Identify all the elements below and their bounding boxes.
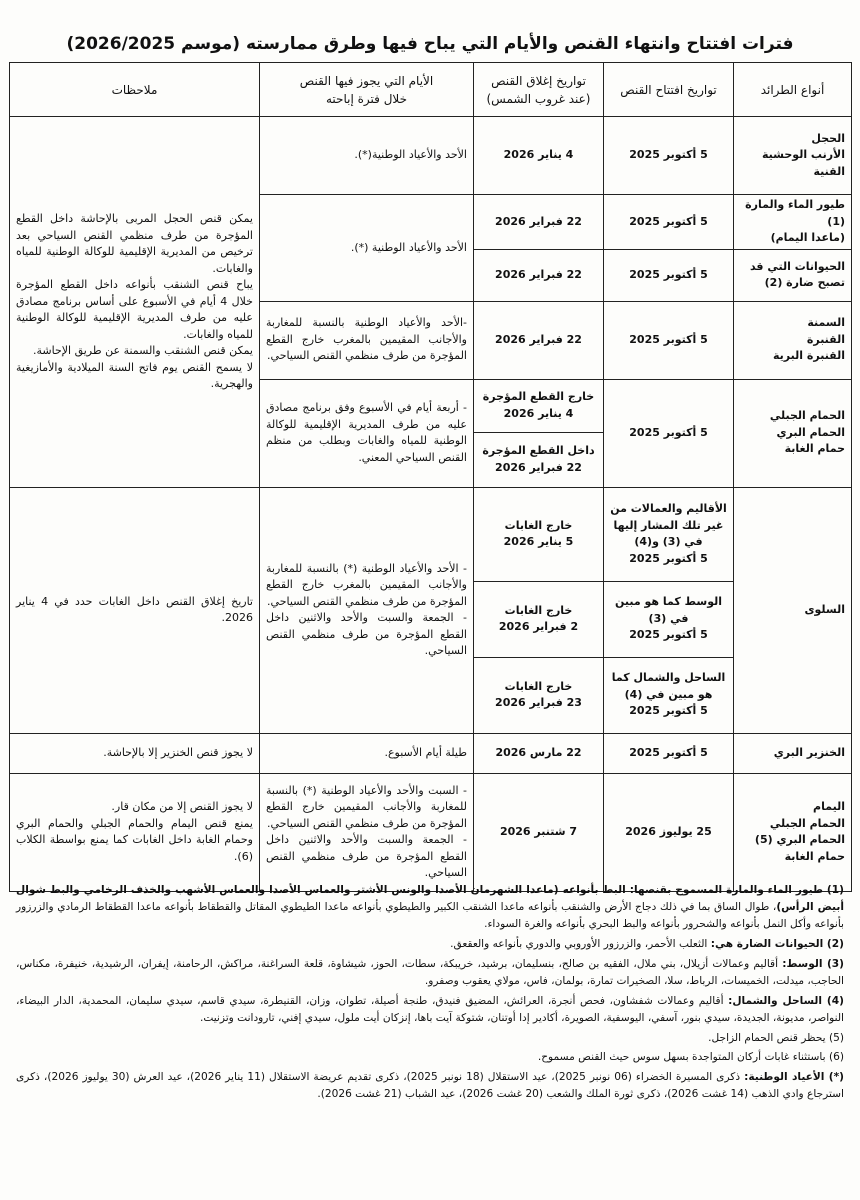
open-date-cell: 5 أكتوبر 2025 — [604, 733, 734, 773]
table-row — [10, 773, 852, 891]
footnote-6: (6) باستثناء غابات أركان المتواجدة بسهل سوس حيث القنص مسموح. — [537, 1051, 844, 1064]
game-type-cell: الحيوانات التي قد تصبح ضارة (2) — [734, 249, 852, 301]
open-date-cell: الوسط كما هو مبين في (3) 5 أكتوبر 2025 — [604, 581, 734, 657]
close-date-cell: خارج القطع المؤجرة 4 يناير 2026 — [474, 379, 604, 432]
open-date-cell: 5 أكتوبر 2025 — [604, 249, 734, 301]
close-date-cell: خارج الغابات 23 فبراير 2026 — [474, 657, 604, 733]
hunting-days-cell: - الأحد والأعياد الوطنية (*) بالنسبة للمغاربة والأجانب المقيمين بالمغرب خارج القطع المؤجرة من طرف منظمي القنص السياحي. - الجمعة والسبت والأحد والاثنين داخل القطع المؤجرة من طرف منظمي القنص السياحي. — [260, 487, 474, 733]
notes-cell: لا يجوز القنص إلا من مكان قار. يمنع قنص اليمام والحمام الجبلي والحمام البري وحمام الغابة داخل الغابات كما يمنع بواسطة الكلاب (6). — [10, 773, 260, 891]
game-type-cell: اليمام الحمام الجبلي الحمام البري (5) حمام الغابة — [734, 773, 852, 891]
open-date-cell: 5 أكتوبر 2025 — [604, 379, 734, 487]
close-date-cell: 22 مارس 2026 — [474, 733, 604, 773]
game-type-cell: الحجل الأرنب الوحشية القنية — [734, 117, 852, 195]
table-row — [10, 117, 852, 195]
header-open: تواريخ افتتاح القنص — [604, 63, 734, 117]
close-date-cell: 7 شتنبر 2026 — [474, 773, 604, 891]
hunting-days-cell: - أربعة أيام في الأسبوع وفق برنامج مصادق عليه من طرف المديرية الإقليمية للوكالة الوطنية للمياه والغابات وبطلب من منظم القنص السياحي المعني. — [260, 379, 474, 487]
open-date-cell: الأقاليم والعمالات من غير تلك المشار إليها في (3) و(4) 5 أكتوبر 2025 — [604, 487, 734, 581]
open-date-cell: 5 أكتوبر 2025 — [604, 117, 734, 195]
footnote-4: (4) الساحل والشمال: أقاليم وعمالات شفشاون، فحص أنجرة، العرائش، المضيق فنيدق، طنجة أصيلة، تطوان، وزان، القنيطرة، سيدي قاسم، سيدي سليمان، المحمدية، الدار البيضاء، النواصر، مديونة، الجديدة، سيدي بنور، آسفي، اليوسفية، الصويرة، أكادير إدا أوتنان، شتوكة آيت باها، إنزكان أيت ملول، سيدي إفني، تارودانت وتزنيت. — [16, 994, 844, 1024]
header-days: الأيام التي يجوز فيها القنص خلال فترة إباحته — [260, 63, 474, 117]
page-title: فترات افتتاح وانتهاء القنص والأيام التي يباح فيها وطرق ممارسته (موسم 2026/2025) — [66, 34, 794, 54]
header-notes: ملاحظات — [10, 63, 260, 117]
game-type-cell: الخنزير البري — [734, 733, 852, 773]
footnote-3: (3) الوسط: أقاليم وعمالات أزيلال، بني ملال، الفقيه بن صالح، بنسليمان، برشيد، خريبكة، سطات، الحوز، شيشاوة، قلعة السراغنة، مراكش، الرحامنة، إيفران، الرشيدية، خنيفرة، مكناس، الحاجب، ميدلت، الخميسات، الرباط، سلا، الصخيرات تمارة، بولمان، فاس، مولاي يعقوب وصفرو. — [16, 957, 844, 987]
close-date-cell: 22 فبراير 2026 — [474, 195, 604, 250]
hunting-days-cell: طيلة أيام الأسبوع. — [260, 733, 474, 773]
footnote-national-holidays: (*) الأعياد الوطنية: ذكرى المسيرة الخضراء (06 نونبر 2025)، عيد الاستقلال (18 نونبر 2025)، ذكرى تقديم عريضة الاستقلال (11 يناير 2026)، عيد العرش (30 يوليوز 2026)، ذكرى استرجاع وادي الذهب (14 غشت 2026)، ذكرى ثورة الملك والشعب (20 غشت 2026)، عيد الشباب (21 غشت 2026). — [16, 1071, 844, 1101]
hunting-days-cell: الأحد والأعياد الوطنية(*). — [260, 117, 474, 195]
notes-cell: تاريخ إغلاق القنص داخل الغابات حدد في 4 يناير 2026. — [10, 487, 260, 733]
hunting-season-table — [9, 62, 852, 892]
notes-cell: يمكن قنص الحجل المربى بالإحاشة داخل القطع المؤجرة من طرف منظمي القنص السياحي بعد ترخيص من المديرية الإقليمية للوكالة الوطنية للمياه والغابات. يباح قنص الشنقب بأنواعه داخل القطع المؤجرة خلال 4 أيام في الأسبوع على أساس برنامج مصادق عليه من طرف المديرية الإقليمية للوكالة الوطنية للمياه والغابات. يمكن قنص الشنقب والسمنة عن طريق الإحاشة. لا يسمح القنص يوم فاتح السنة الميلادية والأمازيغية والهجرية. — [10, 117, 260, 488]
footnote-2: (2) الحيوانات الضارة هي: الثعلب الأحمر، والزرزور الأوروبي والدوري بأنواعه والعقعق. — [450, 937, 844, 950]
hunting-days-cell: -الأحد والأعياد الوطنية بالنسبة للمغاربة والأجانب المقيمين بالمغرب خارج القطع المؤجرة من طرف منظمي القنص السياحي. — [260, 301, 474, 379]
table-row — [10, 487, 852, 581]
game-type-cell: طيور الماء والمارة (1) (ماعدا اليمام) — [734, 195, 852, 250]
close-date-cell: 22 فبراير 2026 — [474, 249, 604, 301]
game-type-cell: الحمام الجبلي الحمام البري حمام الغابة — [734, 379, 852, 487]
footnote-5: (5) يحظر قنص الحمام الزاجل. — [708, 1031, 844, 1044]
game-type-cell: السلوى — [734, 487, 852, 733]
hunting-days-cell: - السبت والأحد والأعياد الوطنية (*) بالنسبة للمغاربة والأجانب المقيمين خارج القطع المؤجرة من طرف منظمي القنص السياحي. - الجمعة والسبت والأحد والاثنين داخل القطع المؤجرة من طرف منظمي القنص السياحي. — [260, 773, 474, 891]
hunting-days-cell: الأحد والأعياد الوطنية (*). — [260, 195, 474, 302]
close-date-cell: خارج الغابات 2 فبراير 2026 — [474, 581, 604, 657]
close-date-cell: خارج الغابات 5 يناير 2026 — [474, 487, 604, 581]
footnotes — [16, 882, 844, 1106]
table-header-row — [10, 63, 852, 117]
open-date-cell: 25 يوليوز 2026 — [604, 773, 734, 891]
open-date-cell: 5 أكتوبر 2025 — [604, 301, 734, 379]
notes-cell: لا يجوز قنص الخنزير إلا بالإحاشة. — [10, 733, 260, 773]
header-close: تواريخ إغلاق القنص (عند غروب الشمس) — [474, 63, 604, 117]
open-date-cell: 5 أكتوبر 2025 — [604, 195, 734, 250]
table-row — [10, 733, 852, 773]
close-date-cell: داخل القطع المؤجرة 22 فبراير 2026 — [474, 432, 604, 487]
header-type: أنواع الطرائد — [734, 63, 852, 117]
game-type-cell: السمنة القنبرة القنبرة البرية — [734, 301, 852, 379]
footnote-1: (1) طيور الماء والمارة المسموح بقنصها: البط بأنواعه (ماعدا الشهرمان الأصدا والونس الأشتر والعماس الأصدا والعماس الأشهب والخذف الرخامي والبط شوال أبيض الرأس)، طوال الساق بما في ذلك دجاج الأرض والشنقب بأنواعه ماعدا الشنقب الكبير والطيطوي بأنواعه ماعدا الطيطوي المقاتل والقطقاط بأنواعه ماعدا القطقاط الرمادي والزرزور بأنواعه وأكل النمل بأنواعه والشحرور بأنواعه والبط البحري بأنواعه والغرة السوداء. — [16, 884, 844, 930]
open-date-cell: الساحل والشمال كما هو مبين في (4) 5 أكتوبر 2025 — [604, 657, 734, 733]
close-date-cell: 22 فبراير 2026 — [474, 301, 604, 379]
close-date-cell: 4 يناير 2026 — [474, 117, 604, 195]
